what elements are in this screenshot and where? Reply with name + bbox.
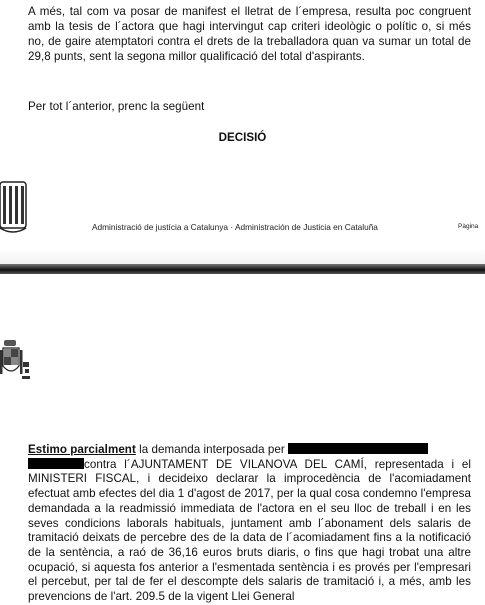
redaction-bar bbox=[288, 443, 428, 454]
paragraph-intro-decision: Per tot l´anterior, prenc la següent bbox=[28, 100, 205, 113]
ruling-lead: Estimo parcialment bbox=[28, 443, 136, 456]
footer-page-label: Pàgina bbox=[458, 223, 479, 230]
redaction-bar bbox=[28, 458, 84, 469]
paragraph-argument: A més, tal com va posar de manifest el lletrat de l´empresa, resulta poc congruent amb la tesis de l´actora que hagi intervingut cap criteri ideològic o polític o, si més no, de gaire atemptatori contra el drets de la treballadora quan va sumar un total de 29,8 punts, sent la segona millor qualificació del total d'aspirants. bbox=[28, 5, 471, 63]
page-fold-shadow bbox=[0, 248, 485, 264]
spain-coat-of-arms-icon bbox=[0, 338, 34, 388]
ruling-lead-continuation: la demanda interposada per bbox=[135, 443, 289, 456]
footer-institution: Administració de justícia a Catalunya · Administración de Justicia en Cataluña bbox=[92, 222, 378, 232]
ruling-body: contra l´AJUNTAMENT DE VILANOVA DEL CAMÍ, representada i el MINISTERI FISCAL, i decideixo declarar la improcedència de l'acomiadament efectuat amb efectes del dia 1 d'agost de 2017, per la qual cosa condemno l'empresa demandada a la readmissió immediata de l'actora en el seu lloc de treball i en les seves condicions laborals habituals, juntament amb l´abonament dels salaris de tramitació deixats de percebre des de la data de l´acomiadament fins a la notificació de la sentència, a raó de 36,16 euros bruts diaris, o fins que hagi trobat una altre ocupació, si aquesta fos anterior a l'esmentada sentència i es provés per l'empresari el percebut, per tal de fer el descompte dels salaris de tramitació i, a més, amb les prevencions de l'art. 209.5 de la vigent Llei General bbox=[28, 457, 471, 604]
decision-heading: DECISIÓ bbox=[218, 131, 267, 144]
page-break-divider bbox=[0, 264, 485, 274]
catalonia-emblem-icon bbox=[0, 180, 28, 235]
ruling-paragraph bbox=[28, 443, 471, 605]
